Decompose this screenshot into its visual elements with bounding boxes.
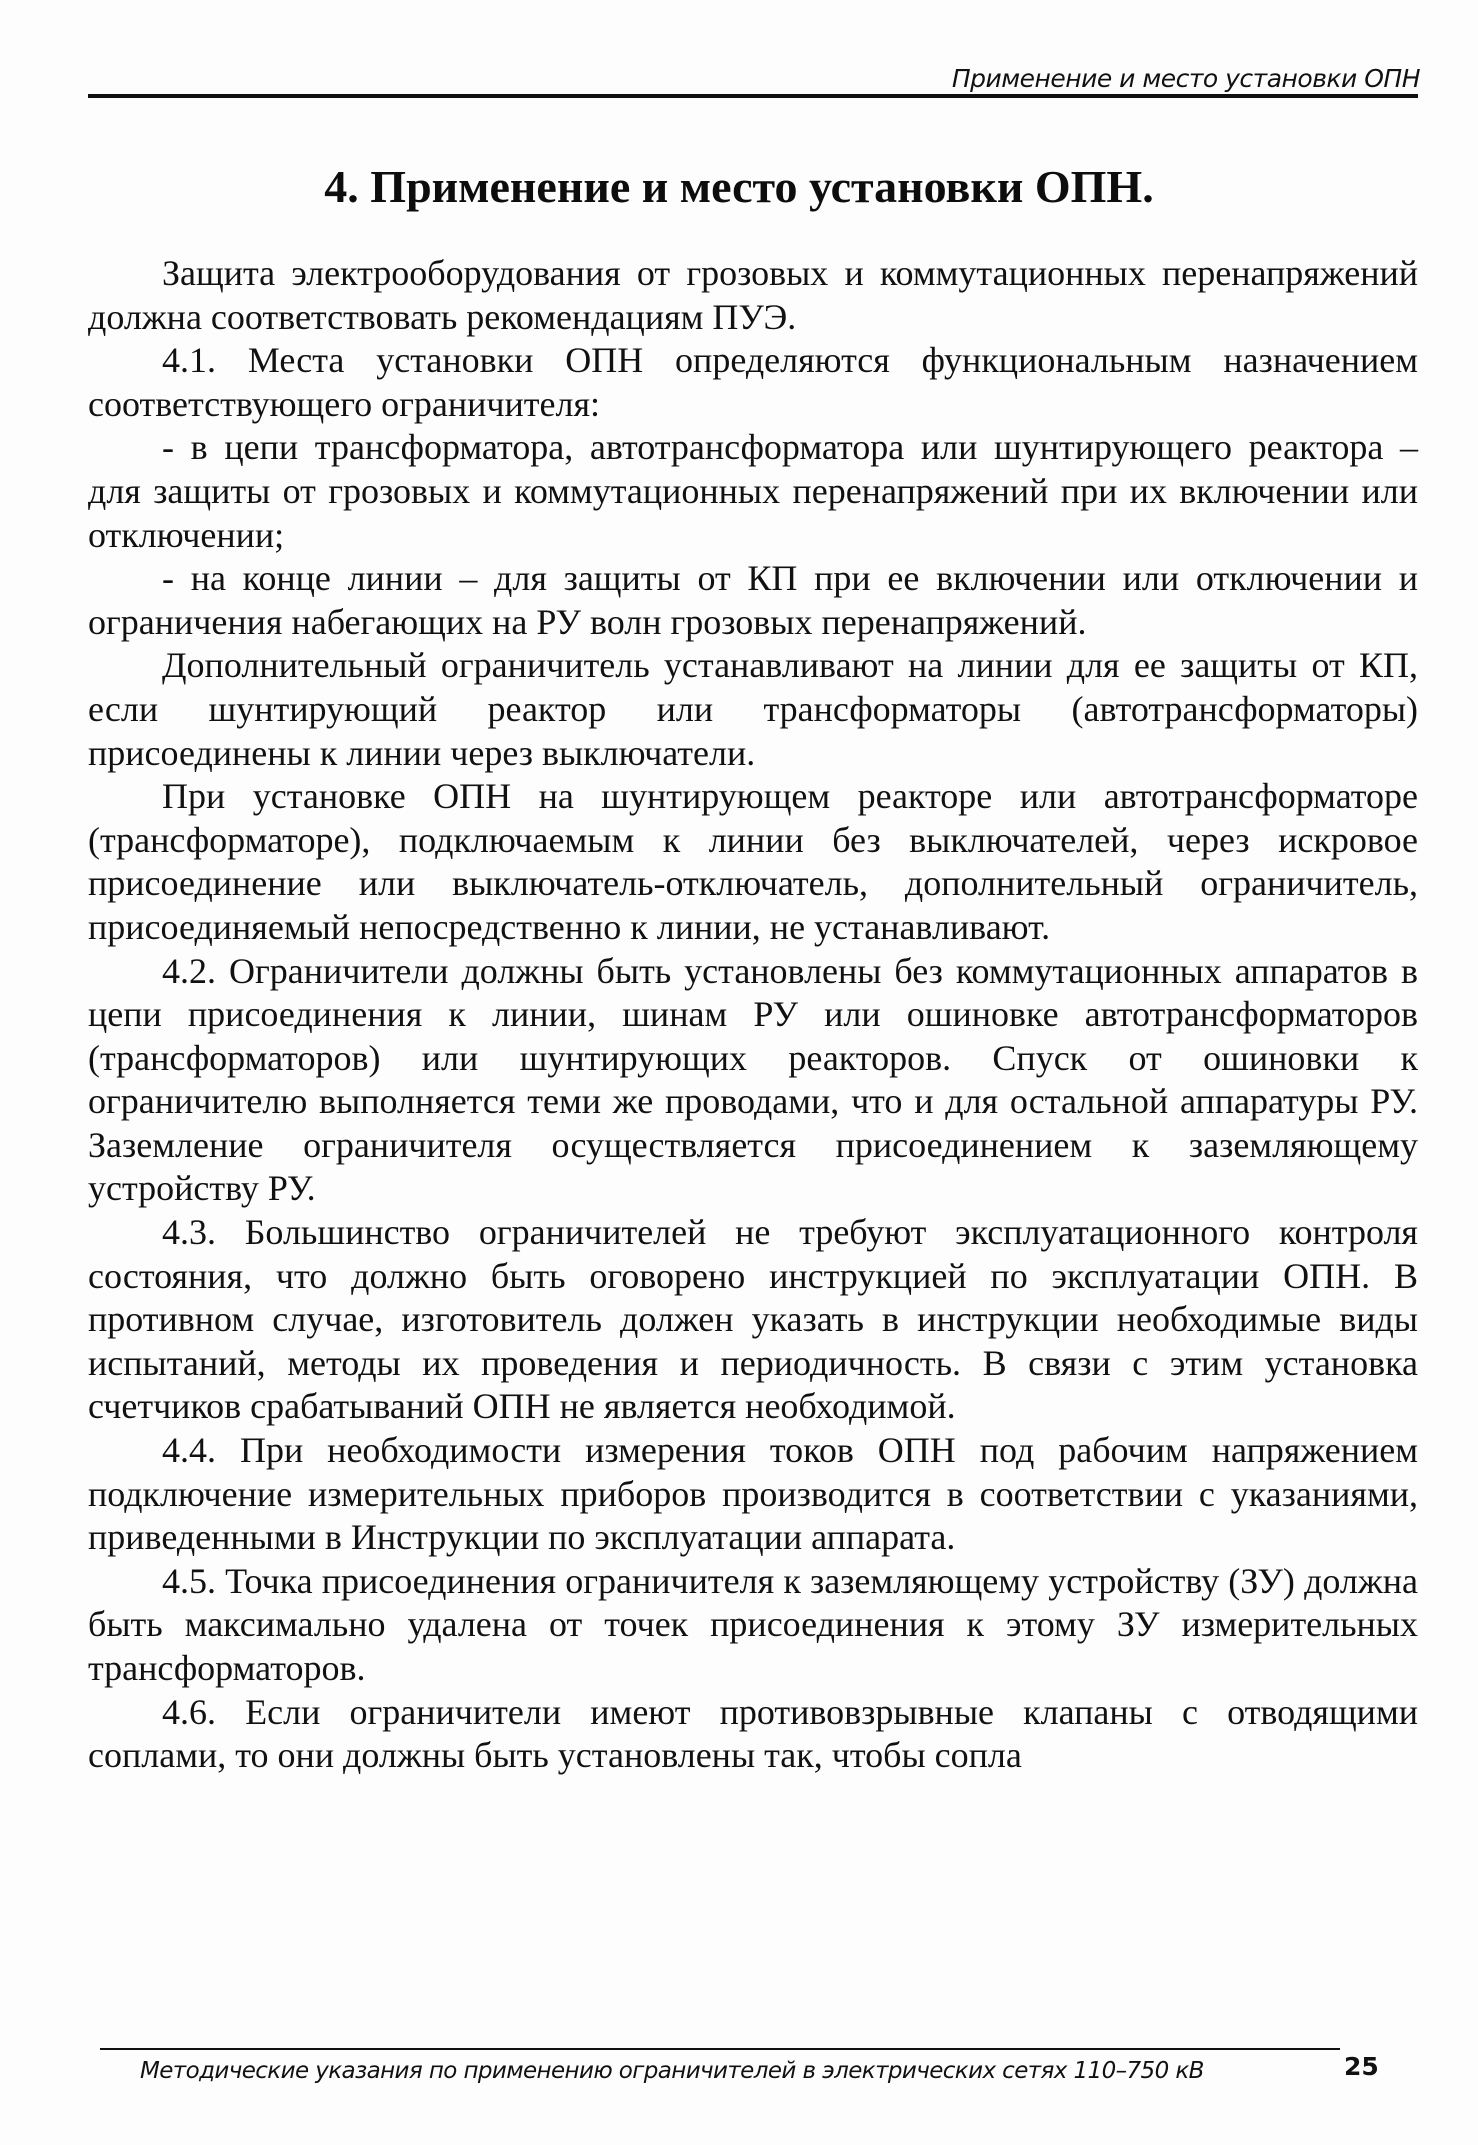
chapter-title: 4. Применение и место установки ОПН. (324, 161, 1154, 212)
paragraph-reactor-installation: При установке ОПН на шунтирующем реакторе или автотрансформаторе (трансформаторе), подключаемым к линии без выключателей, через искровое присоединение или выключатель-отключатель, дополнительный ограничитель, присоединяемый непосредственно к линии, не устанавливают. (88, 776, 1418, 947)
paragraph-4-1: 4.1. Места установки ОПН определяются функциональным назначением соответствующего ограничителя: (88, 340, 1418, 424)
footer-caption: Методические указания по применению ограничителей в электрических сетях 110–750 кВ (140, 2058, 1204, 2084)
paragraph-4-3: 4.3. Большинство ограничителей не требуют эксплуатационного контроля состояния, что должно быть оговорено инструкцией по эксплуатации ОПН. В противном случае, изготовитель должен указать в инструкции необходимые виды испытаний, методы их проведения и периодичность. В связи с этим установка счетчиков срабатываний ОПН не является необходимой. (88, 1212, 1418, 1427)
paragraph-4-4: 4.4. При необходимости измерения токов ОПН под рабочим напряжением подключение измерительных приборов производится в соответствии с указаниями, приведенными в Инструкции по эксплуатации аппарата. (88, 1430, 1418, 1558)
page-number: 25 (1344, 2052, 1379, 2081)
paragraph-additional-limiter: Дополнительный ограничитель устанавливают на линии для ее защиты от КП, если шунтирующий реактор или трансформаторы (автотрансформаторы) присоединены к линии через выключатели. (88, 645, 1418, 773)
running-header: Применение и место установки ОПН (951, 64, 1420, 93)
list-item-transformer: - в цепи трансформатора, автотрансформатора или шунтирующего реактора – для защиты от грозовых и коммутационных перенапряжений при их включении или отключении; (88, 427, 1418, 555)
paragraph-4-5: 4.5. Точка присоединения ограничителя к заземляющему устройству (ЗУ) должна быть максимально удалена от точек присоединения к этому ЗУ измерительных трансформаторов. (88, 1560, 1418, 1688)
paragraph-4-2: 4.2. Ограничители должны быть установлены без коммутационных аппаратов в цепи присоединения к линии, шинам РУ или ошиновке автотрансформаторов (трансформаторов) или шунтирующих реакторов. Спуск от ошиновки к ограничителю выполняется теми же проводами, что и для остальной аппаратуры РУ. Заземление ограничителя осуществляется присоединением к заземляющему устройству РУ. (88, 950, 1418, 1209)
list-item-line-end: - на конце линии – для защиты от КП при ее включении или отключении и ограничения набегающих на РУ волн грозовых перенапряжений. (88, 558, 1418, 642)
paragraph-intro: Защита электрооборудования от грозовых и коммутационных перенапряжений должна соответствовать рекомендациям ПУЭ. (88, 253, 1418, 337)
body-text (88, 252, 1418, 1778)
footer-divider (100, 2048, 1340, 2050)
header-divider (88, 94, 1418, 98)
paragraph-4-6: 4.6. Если ограничители имеют противовзрывные клапаны с отводящими соплами, то они должны быть установлены так, чтобы сопла (88, 1691, 1418, 1776)
